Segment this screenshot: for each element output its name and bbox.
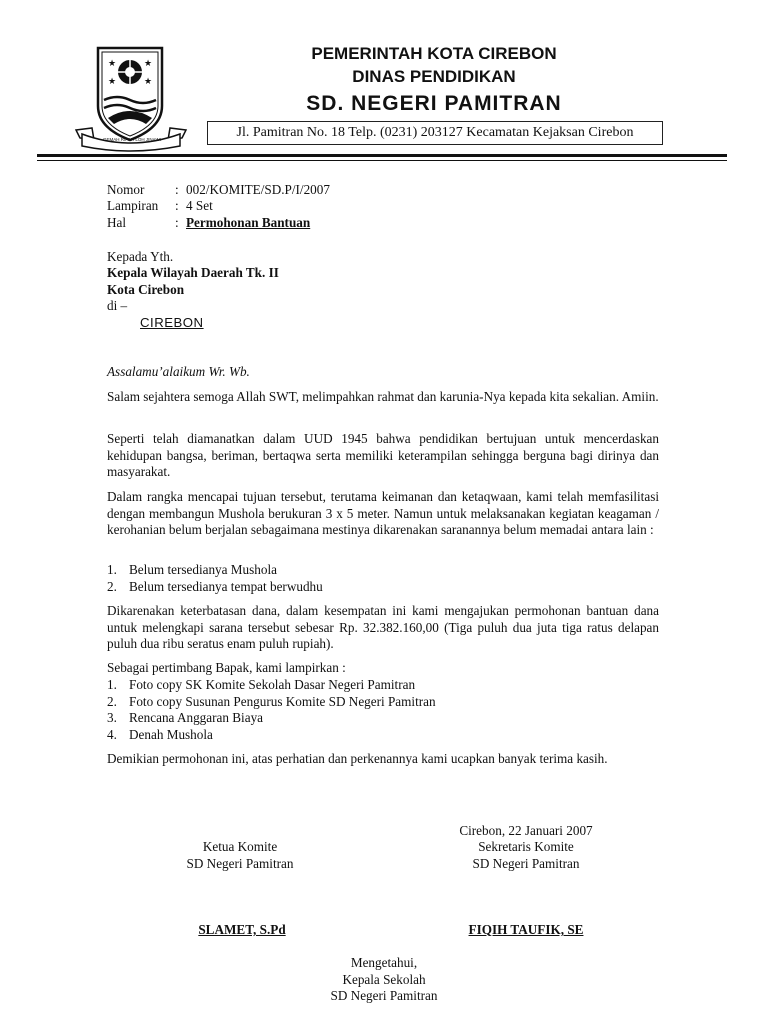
svg-text:★: ★ <box>144 76 153 86</box>
left-signatory-name: SLAMET, S.Pd <box>198 922 286 937</box>
nomor-value: 002/KOMITE/SD.P/I/2007 <box>186 182 330 197</box>
svg-text:★: ★ <box>108 58 117 68</box>
recipient-salutation: Kepada Yth. <box>107 249 174 264</box>
recipient-di: di – <box>107 298 128 313</box>
list-item: 2. Foto copy Susunan Pengurus Komite SD Negeri Pamitran <box>107 693 436 709</box>
hal-label: Hal <box>107 215 127 230</box>
header-rule-thin <box>37 160 727 161</box>
attachment-list <box>107 677 659 743</box>
header-address: Jl. Pamitran No. 18 Telp. (0231) 203127 Kecamatan Kejaksan Cirebon <box>207 121 663 145</box>
header-rule-thick <box>37 154 727 157</box>
list-item: 1. Belum tersedianya Mushola <box>107 562 277 577</box>
acknowledged-label: Mengetahui, <box>350 955 418 970</box>
lampiran-label: Lampiran <box>107 198 159 213</box>
list-item: 3. Rencana Anggaran Biaya <box>107 710 264 725</box>
paragraph-4: Dikarenakan keterbatasan dana, dalam kesempatan ini kami mengajukan permohonan bantuan dana untuk melengkapi sarana tersebut sebesar Rp. 32.382.160,00 (Tiga puluh dua juta tiga ratus delapan puluh dua ribu seratus enam puluh rupiah). <box>107 603 659 651</box>
paragraph-3: Dalam rangka mencapai tujuan tersebut, terutama keimanan dan ketaqwaan, kami telah memfasilitasi dengan membangun Mushola berukuran 3 x 5 meter. Namun untuk melaksanakan kegiatan keagaman / kerohanian belum berjalan sebagaimana mestinya dikarenakan saranannya belum memadai antara lain : <box>107 489 659 537</box>
place-date: Cirebon, 22 Januari 2007 <box>459 823 593 838</box>
facility-list <box>107 562 659 595</box>
paragraph-1: Salam sejahtera semoga Allah SWT, melimpahkan rahmat dan karunia-Nya kepada kita sekalian. Amiin. <box>107 389 659 404</box>
hal-value: Permohonan Bantuan <box>186 215 311 230</box>
emblem-motto: GEMAH RIPAH LOH JINAWI <box>102 137 161 142</box>
svg-text:★: ★ <box>144 58 153 68</box>
header-school-name: SD. NEGERI PAMITRAN <box>306 92 562 115</box>
paragraph-2: Seperti telah diamanatkan dalam UUD 1945 bahwa pendidikan bertujuan untuk mencerdaskan kehidupan bangsa, beriman, bertaqwa serta memiliki keterampilan sehingga berguna bagi dirinya dan masyarakat. <box>107 431 659 479</box>
paragraph-5: Sebagai pertimbang Bapak, kami lampirkan : <box>107 660 346 675</box>
nomor-label: Nomor <box>107 182 145 197</box>
right-signatory-title: Sekretaris Komite <box>478 839 574 854</box>
recipient-location: CIREBON <box>140 315 204 330</box>
recipient-city: Kota Cirebon <box>107 282 185 297</box>
right-signatory-org: SD Negeri Pamitran <box>472 856 580 871</box>
paragraph-closing: Demikian permohonan ini, atas perhatian dan perkenannya kami ucapkan banyak terima kasih. <box>107 751 608 766</box>
header-department: DINAS PENDIDIKAN <box>352 67 516 86</box>
list-item: 1. Foto copy SK Komite Sekolah Dasar Negeri Pamitran <box>107 677 416 692</box>
city-emblem <box>72 44 190 152</box>
greeting: Assalamu’alaikum Wr. Wb. <box>107 364 250 379</box>
list-item: 2. Belum tersedianya tempat berwudhu <box>107 578 323 594</box>
lampiran-value: 4 Set <box>186 198 213 213</box>
svg-text:★: ★ <box>108 76 117 86</box>
left-signatory-title: Ketua Komite <box>202 839 278 854</box>
principal-org: SD Negeri Pamitran <box>330 988 438 1003</box>
list-item: 4. Denah Mushola <box>107 726 213 742</box>
lampiran-colon: : <box>175 198 179 213</box>
left-signatory-org: SD Negeri Pamitran <box>186 856 294 871</box>
right-signatory-name: FIQIH TAUFIK, SE <box>468 922 584 937</box>
header-government: PEMERINTAH KOTA CIREBON <box>311 44 557 63</box>
principal-title: Kepala Sekolah <box>342 972 426 987</box>
recipient-title: Kepala Wilayah Daerah Tk. II <box>107 265 279 280</box>
hal-colon: : <box>175 215 179 230</box>
nomor-colon: : <box>175 182 179 197</box>
